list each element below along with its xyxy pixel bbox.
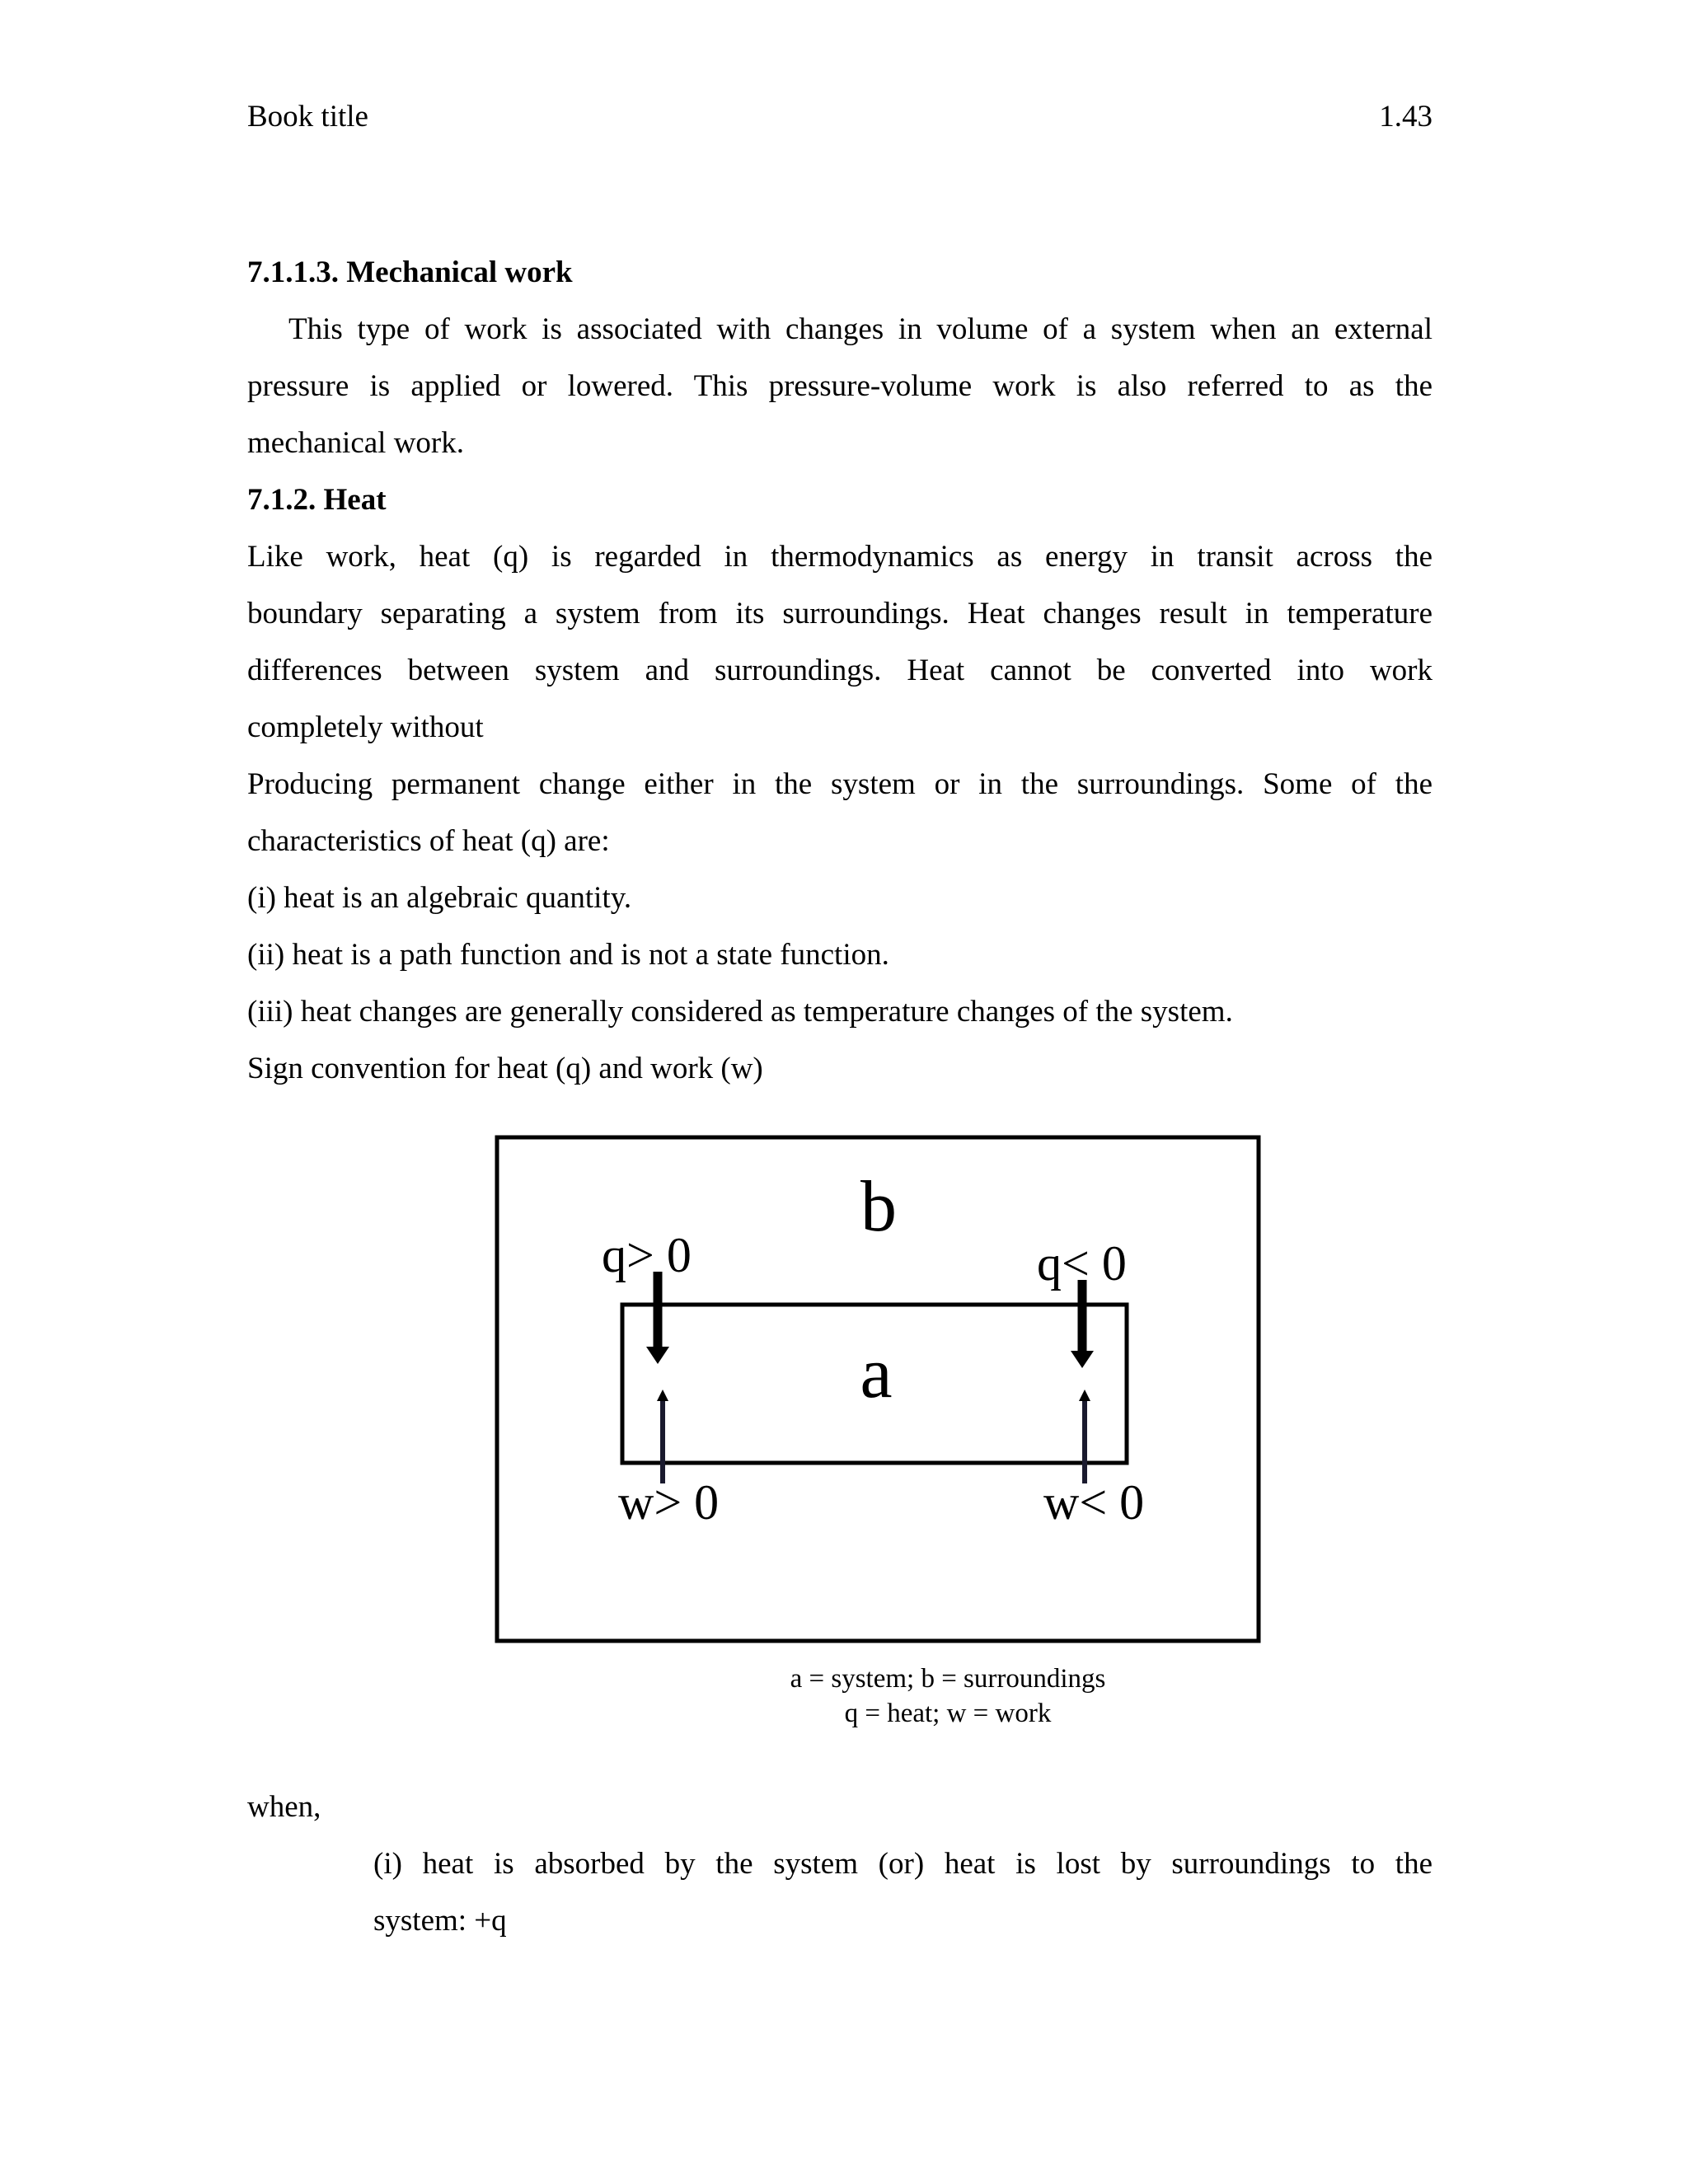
work-arrow-positive xyxy=(657,1390,668,1483)
figure-intro: Sign convention for heat (q) and work (w) xyxy=(247,1052,763,1085)
list-item: (iii) heat changes are generally considered as temperature changes of the system. xyxy=(247,995,1233,1029)
section-heading-heat: 7.1.2. Heat xyxy=(247,483,387,517)
paragraph-line: completely without xyxy=(247,710,484,744)
page-number: 1.43 xyxy=(1379,100,1432,134)
figure-caption-line1: a = system; b = surroundings xyxy=(790,1664,1106,1694)
paragraph-line: characteristics of heat (q) are: xyxy=(247,824,610,858)
section-heading-mechanical-work: 7.1.1.3. Mechanical work xyxy=(247,255,573,289)
running-title: Book title xyxy=(247,100,368,134)
label-system: a xyxy=(860,1333,893,1413)
paragraph-line: boundary separating a system from its surroundings. Heat changes result in temperature xyxy=(247,597,1432,630)
work-arrow-negative xyxy=(1079,1390,1090,1483)
paragraph-line: pressure is applied or lowered. This pressure-volume work is also referred to as the xyxy=(247,369,1432,403)
label-q-positive: q> 0 xyxy=(602,1228,692,1282)
system-box xyxy=(622,1305,1127,1463)
label-w-positive: w> 0 xyxy=(618,1475,720,1530)
surroundings-box xyxy=(497,1137,1259,1641)
paragraph-line: This type of work is associated with changes in volume of a system when an external xyxy=(288,312,1432,346)
paragraph-line: mechanical work. xyxy=(247,426,464,460)
label-w-negative: w< 0 xyxy=(1043,1475,1145,1530)
list-item: (i) heat is an algebraic quantity. xyxy=(247,881,632,915)
list-item: (i) heat is absorbed by the system (or) heat is lost by surroundings to the xyxy=(373,1847,1432,1881)
paragraph-line: Producing permanent change either in the system or in the surroundings. Some of the xyxy=(247,767,1432,801)
paragraph-line: differences between system and surroundings. Heat cannot be converted into work xyxy=(247,654,1432,687)
heat-arrow-positive xyxy=(646,1272,669,1364)
list-item: system: +q xyxy=(373,1904,507,1938)
label-surroundings: b xyxy=(860,1167,897,1247)
figure-caption-line2: q = heat; w = work xyxy=(844,1699,1052,1728)
label-q-negative: q< 0 xyxy=(1037,1236,1127,1291)
paragraph-line: when, xyxy=(247,1790,321,1824)
list-item: (ii) heat is a path function and is not a state function. xyxy=(247,938,889,972)
heat-arrow-negative xyxy=(1071,1280,1094,1368)
paragraph-line: Like work, heat (q) is regarded in thermodynamics as energy in transit across the xyxy=(247,540,1432,574)
